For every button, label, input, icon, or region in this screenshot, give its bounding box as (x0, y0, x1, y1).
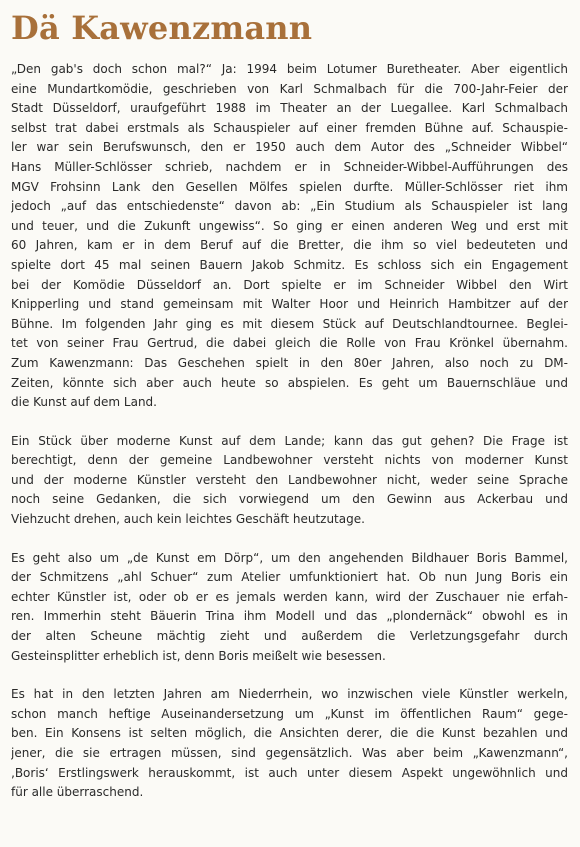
text-line: Hans Müller-Schlösser schrieb, nachdem er in Schneider-Wibbel-Aufführungen des (11, 159, 568, 174)
text-line: echter Künstler ist, oder ob er es jemals werden kann, wird der Zuschauer nie erfah- (11, 589, 568, 604)
text-line: ben. Ein Konsens ist selten möglich, die Ansichten derer, die die Kunst bezahlen und (11, 726, 568, 741)
text-line: jedoch „auf das entschiedenste“ davon ab: „Ein Studium als Schauspieler ist lang (11, 199, 568, 214)
text-line: und teuer, und die Zukunft ungewiss“. So ging er einen anderen Weg und erst mit (11, 218, 568, 233)
text-line: Zum Kawenzmann: Das Geschehen spielt in den 80er Jahren, also noch zu DM- (11, 355, 568, 370)
text-line: Gesteinsplitter erheblich ist, denn Boris meißelt wie besessen. (11, 648, 386, 663)
text-line: Bühne. Im folgenden Jahr ging es mit diesem Stück auf Deutschlandtournee. Beglei- (11, 316, 568, 331)
paragraph-1 (11, 60, 568, 413)
article-title: Dä Kawenzmann (11, 9, 313, 47)
paragraph-spacer (11, 413, 568, 432)
paragraph-3 (11, 549, 568, 667)
text-line: Knipperling und stand gemeinsam mit Walter Hoor und Heinrich Hambitzer auf der (11, 297, 568, 312)
text-line: ren. Immerhin steht Bäuerin Trina ihm Modell und das „plondernäck“ obwohl es in (11, 609, 568, 624)
text-line: Ein Stück über moderne Kunst auf dem Lande; kann das gut gehen? Die Frage ist (11, 433, 568, 448)
text-line: für alle überraschend. (11, 785, 144, 800)
text-line: bei der Komödie Düsseldorf an. Dort spielte er im Schneider Wibbel den Wirt (11, 277, 568, 292)
text-line: MGV Frohsinn Lank den Gesellen Mölfes spielen durfte. Müller-Schlösser riet ihm (11, 179, 568, 194)
text-line: ‚Boris‘ Erstlingswerk herauskommt, ist auch unter diesem Aspekt ungewöhnlich und (11, 765, 568, 780)
text-line: die Kunst auf dem Land. (11, 395, 157, 410)
text-line: „Den gab's doch schon mal?“ Ja: 1994 beim Lotumer Buretheater. Aber eigentlich (11, 62, 568, 76)
text-line: eine Mundartkomödie, geschrieben von Karl Schmalbach für die 700-Jahr-Feier der (11, 81, 568, 96)
text-line: Stadt Düsseldorf, uraufgeführt 1988 im Theater an der Luegallee. Karl Schmalbach (11, 101, 568, 116)
text-line: jener, die sie ertragen müssen, sind gegensätzlich. Was aber beim „Kawenzmann“, (11, 746, 568, 760)
text-line: tet von seiner Frau Gertrud, die dabei gleich die Rolle von Frau Krönkel übernahm. (11, 336, 568, 351)
paragraph-spacer (11, 530, 568, 549)
text-line: und der moderne Künstler versteht den Landbewohner nicht, weder seine Sprache (11, 472, 568, 487)
text-line: Es hat in den letzten Jahren am Niederrhein, wo inzwischen viele Künstler werkeln, (11, 687, 568, 702)
text-line: 60 Jahren, kam er in dem Beruf auf die Bretter, die ihm so viel bedeuteten und (11, 238, 568, 253)
text-line: berechtigt, denn der gemeine Landbewohner versteht nichts von moderner Kunst (11, 453, 568, 468)
text-line: selbst trat dabei erstmals als Schauspieler auf einer fremden Bühne auf. Schauspie- (11, 120, 568, 135)
text-line: noch seine Gedanken, die sich vorwiegend um den Gewinn aus Ackerbau und (11, 492, 568, 507)
text-line: der Schmitzens „ahl Schuer“ zum Atelier umfunktioniert hat. Ob nun Jung Boris ein (11, 570, 568, 585)
paragraph-spacer (11, 666, 568, 685)
text-line: schon manch heftige Auseinandersetzung um „Kunst im öffentlichen Raum“ gege- (11, 706, 568, 721)
paragraph-4 (11, 685, 568, 803)
text-line: der alten Scheune mächtig zieht und außerdem die Verletzungsgefahr durch (11, 629, 568, 644)
text-line: Es geht also um „de Kunst em Dörp“, um den angehenden Bildhauer Boris Bammel, (11, 550, 568, 565)
paragraph-2 (11, 432, 568, 530)
text-line: Zeiten, könnte sich aber auch heute so abspielen. Es geht um Bauernschläue und (11, 375, 568, 390)
text-line: Viehzucht drehen, auch kein leichtes Geschäft heutzutage. (11, 512, 365, 527)
text-line: spielte dort 45 mal seinen Bauern Jakob Schmitz. Es schloss sich ein Engagement (11, 257, 568, 272)
text-line: ler war sein Berufswunsch, den er 1950 auch dem Autor des „Schneider Wibbel“ (11, 140, 568, 155)
